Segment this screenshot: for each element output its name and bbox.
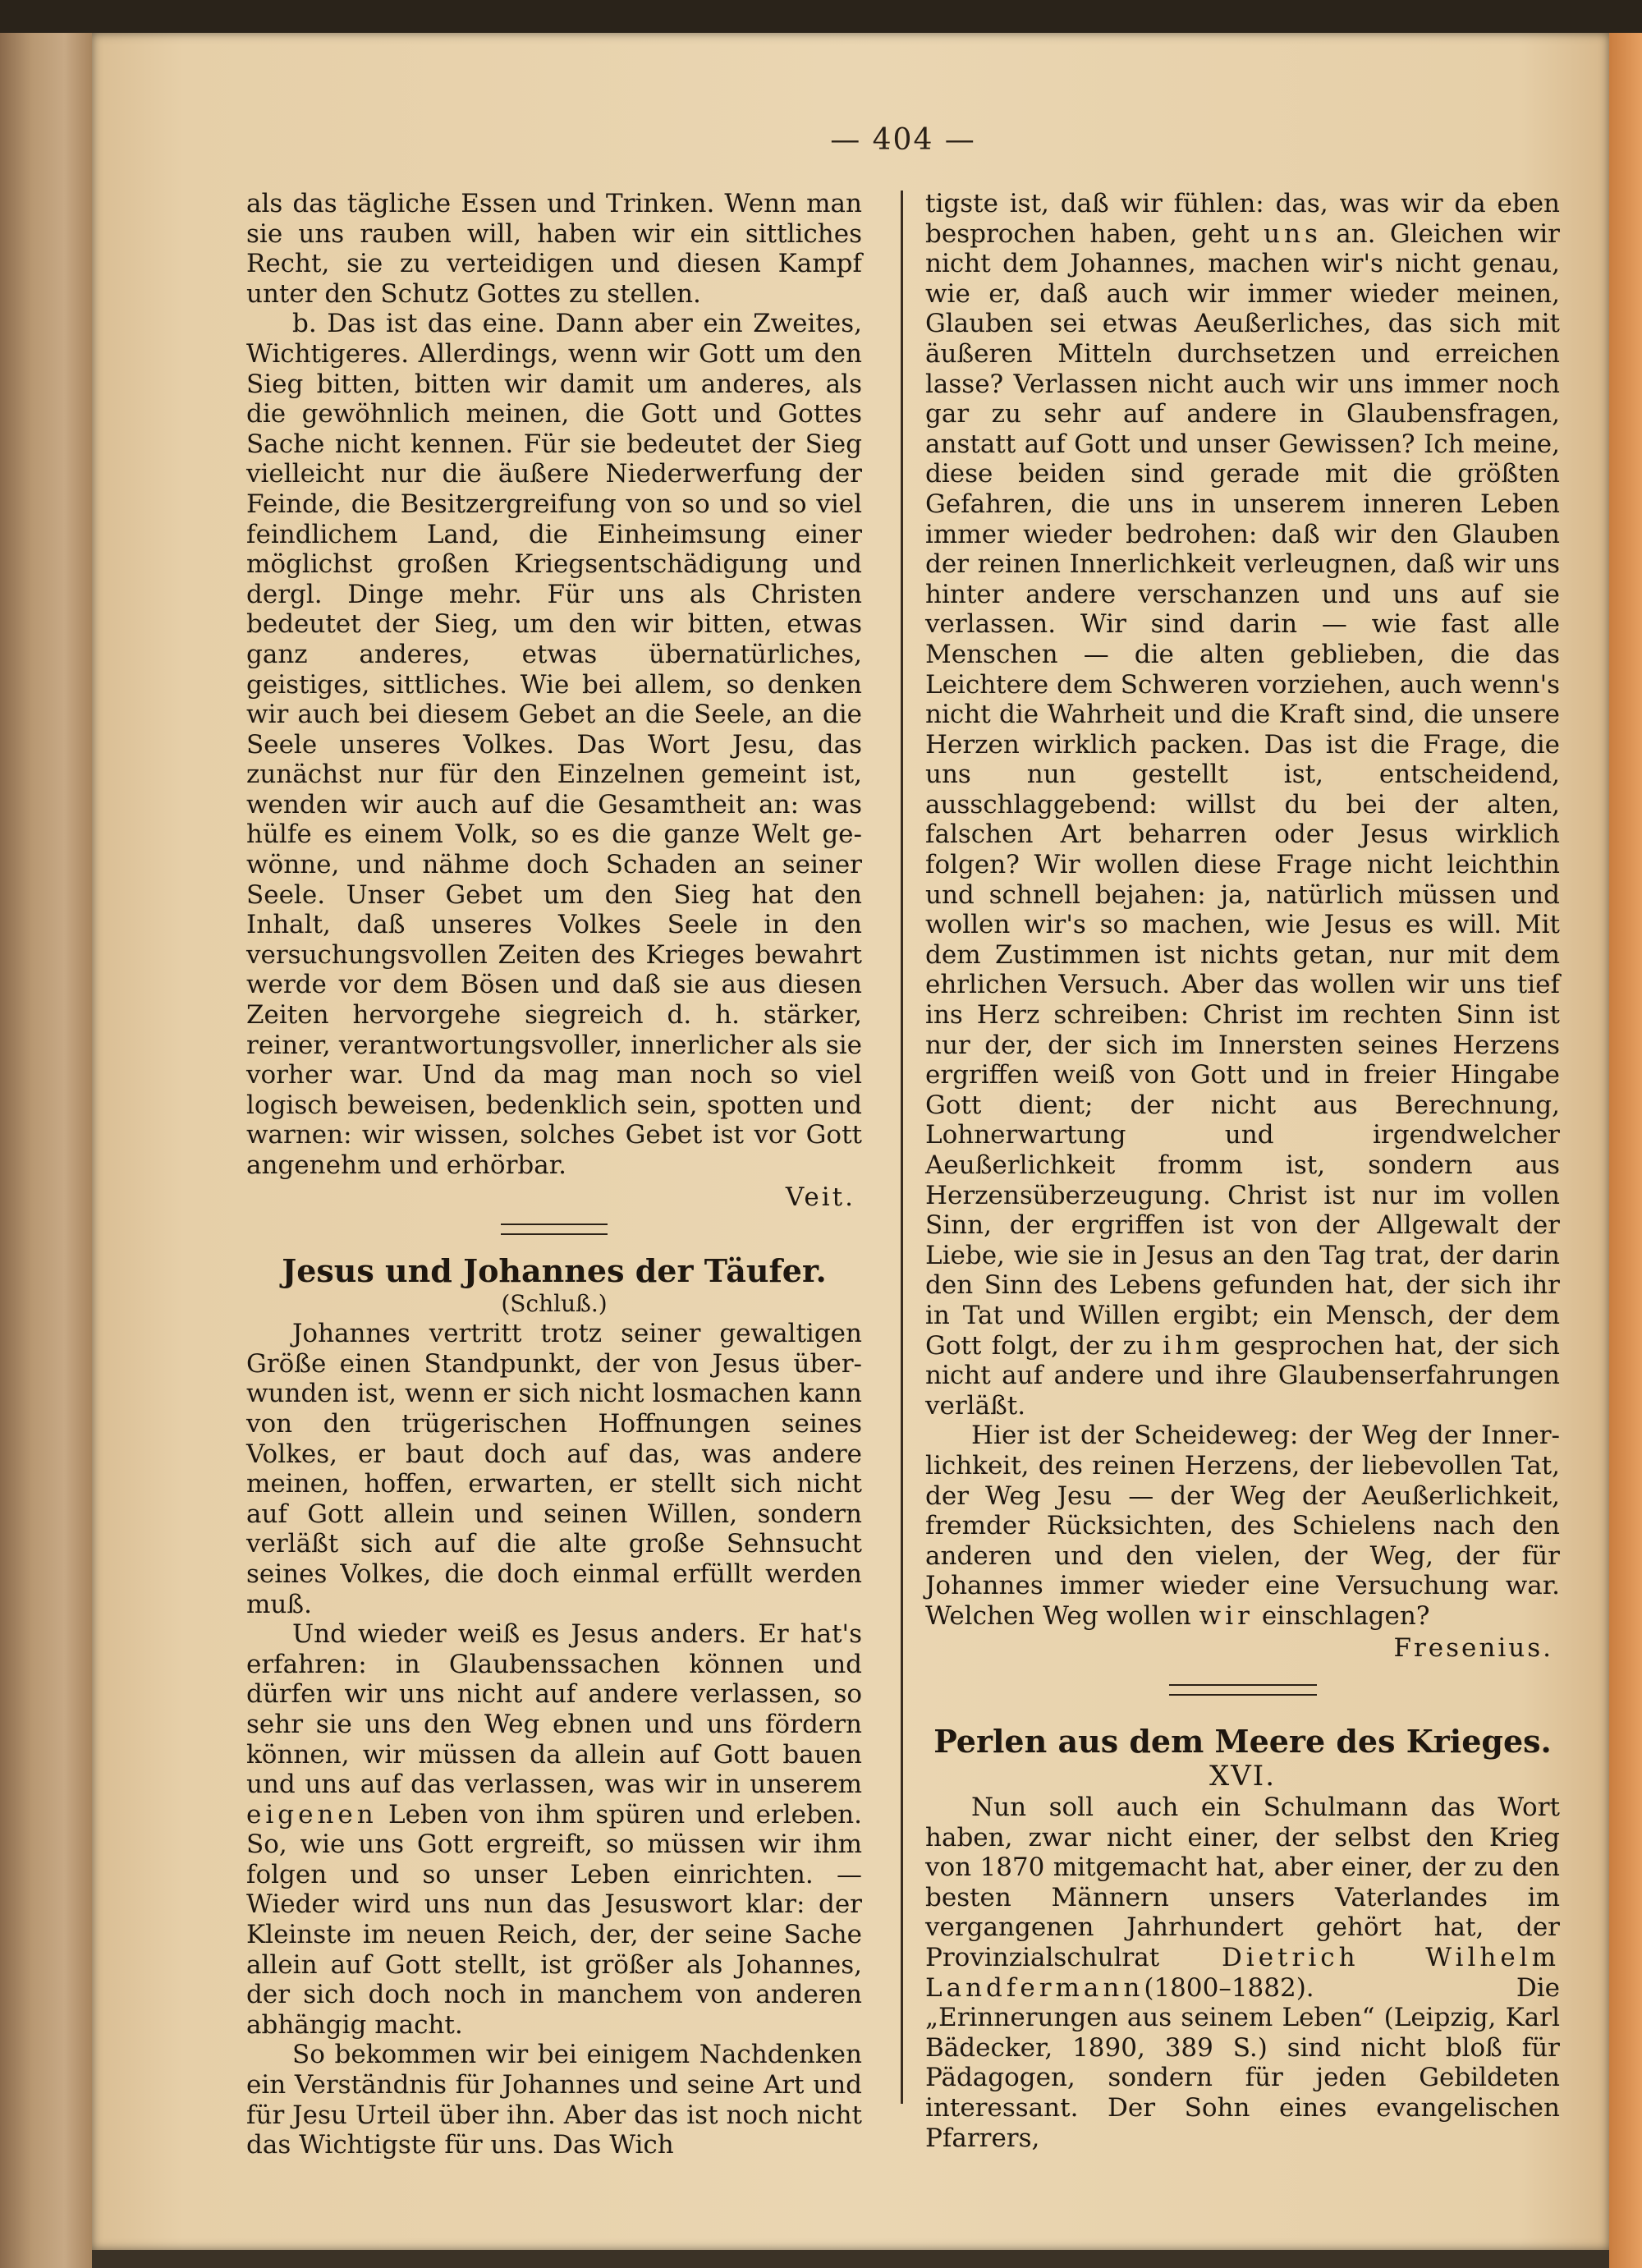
paragraph <box>925 189 1560 1421</box>
paragraph: b. Das ist das eine. Dann aber ein Zweites, Wichtigeres. Allerdings, wenn wir Gott um den Sieg bitten, bitten wir damit um anderes, als die gewöhnlich meinen, die Gott und Gottes Sache nicht kennen. Für sie bedeutet der Sieg vielleicht nur die äußere Niederwerfung der Feinde, die Besitzergreifung von so und so viel feindlichem Land, die Einheimsung einer möglichst großen Kriegsentschädigung und dergl. Dinge mehr. Für uns als Christen bedeutet der Sieg, um den wir bitten, etwas ganz anderes, etwas übernatürliches, geistiges, sittliches. Wie bei allem, so denken wir auch bei diesem Gebet an die Seele, an die Seele unseres Volkes. Das Wort Jesu, das zunächst nur für den Einzelnen gemeint ist, wenden wir auch auf die Gesamtheit an: was hülfe es einem Volk, so es die ganze Welt gewönne, und nähme doch Schaden an seiner Seele. Unser Gebet um den Sieg hat den Inhalt, daß unseres Volkes Seele in den versuchungsvollen Zeiten des Krieges bewahrt werde vor dem Bösen und daß sie aus diesen Zeiten hervorgehe siegreich d. h. stärker, reiner, verantwortungsvoller, innerlicher als sie vorher war. Und da mag man noch so viel logisch beweisen, bedenklich sein, spotten und warnen: wir wissen, solches Gebet ist vor Gott angenehm und erhörbar. <box>246 309 862 1180</box>
left-column <box>246 189 862 2160</box>
scan-right-edge <box>1609 33 1642 2268</box>
text-run: Nun soll auch ein Schulmann das Wort haben, zwar nicht einer, der selbst den Krieg von 1870 mitgemacht hat, aber einer, der zu den besten Männern unsers Vaterlandes im vergangenen Jahrhundert gehört hat, der Provinzialschulrat <box>925 1793 1560 1973</box>
text-run: Hier ist der Scheideweg: der Weg der Innerlichkeit, des reinen Herzens, der liebevollen Tat, der Weg Jesu — der Weg der Aeußerlichkeit, fremder Rücksichten, des Schielens nach den anderen und den vielen, der Weg, der für Johannes immer wieder eine Versuchung war. Welchen Weg wollen <box>925 1421 1560 1631</box>
book-spine <box>0 33 92 2268</box>
emphasized-word: eigenen <box>246 1799 378 1830</box>
column-divider <box>901 191 903 2104</box>
person-name: Dietrich Wilhelm Landfermann <box>925 1943 1560 2003</box>
emphasized-word: uns <box>1264 218 1322 249</box>
scan-top-edge <box>0 0 1642 33</box>
text-run: tigste ist, daß wir fühlen: das, was wir da eben besprochen haben, geht <box>925 189 1560 249</box>
article-subtitle: (Schluß.) <box>501 1290 608 1318</box>
text-run: Leben von ihm spüren und erleben. So, wie uns Gott ergreift, so müssen wir ihm folgen und so unser Leben einrichten. — Wieder wird uns nun das Jesuswort klar: der Kleinste im neuen Reich, der, der seine Sache allein auf Gott stellt, ist größer als Johannes, der sich doch noch in manchem von anderen abhängig macht. <box>246 1799 862 2040</box>
text-run: an. Gleichen wir nicht dem Johannes, machen wir's nicht genau, wie er, daß auch wir immer wieder meinen, Glauben sei etwas Aeußerliches, das sich mit äußeren Mitteln durchsetzen und erreichen lasse? Verlassen nicht auch wir uns immer noch gar zu sehr auf andere in Glaubensfragen, anstatt auf Gott und unser Gewissen? Ich meine, diese beiden sind gerade mit die größten Gefahren, die uns in unserem inneren Leben immer wieder bedrohen: daß wir den Glauben der reinen Innerlichkeit verleugnen, daß wir uns hinter andere verschanzen und uns auf sie verlassen. Wir sind darin — wie fast alle Menschen — die alten geblieben, die das Leichtere dem Schweren vorziehen, auch wenn's nicht die Wahrheit und die Kraft sind, die unsere Herzen wirklich packen. Das ist die Frage, die uns nun gestellt ist, entscheidend, ausschlaggebend: willst du bei der alten, falschen Art beharren oder Jesus wirklich folgen? Wir wollen diese Frage nicht leichthin und schnell bejahen: ja, natürlich müssen und wollen wir's so machen, wie Jesus es will. Mit dem Zustimmen ist nichts getan, nur mit dem ehrlichen Versuch. Aber das wollen wir uns tief ins Herz schreiben: Christ im rechten Sinn ist nur der, der sich im Innersten seines Herzens ergriffen weiß von Gott und in freier Hingabe Gott dient; der nicht aus Berechnung, Lohnerwartung und irgendwelcher Aeußerlichkeit fromm ist, sondern aus Herzensüberzeugung. Christ ist nur im vollen Sinn, der ergriffen ist von der Allgewalt der Liebe, wie sie in Jesus an den Tag trat, der darin den Sinn des Lebens gefunden hat, der sich ihr in Tat und Willen ergibt; ein Mensch, der dem Gott folgt, der zu <box>925 218 1560 1361</box>
emphasized-word: ihm <box>1163 1330 1224 1361</box>
paragraph <box>246 1619 862 2040</box>
text-run: Und wieder weiß es Jesus anders. Er hat's erfahren: in Glaubenssachen können und dürfen wir uns nicht auf andere verlassen, so sehr sie uns den Weg ebnen und uns fördern können, wir müssen da allein auf Gott bauen und uns auf das verlassen, was wir in unserem <box>246 1619 862 1800</box>
section-divider <box>1169 1684 1317 1696</box>
paragraph <box>925 1793 1560 2153</box>
page-number: — 404 — <box>830 123 976 157</box>
right-column <box>925 189 1560 2153</box>
author-signature: Fresenius. <box>1393 1632 1553 1663</box>
article-title: Jesus und Johannes der Täufer. <box>282 1252 827 1290</box>
emphasized-word: wir <box>1199 1600 1254 1631</box>
article-title: Perlen aus dem Meere des Krieges. <box>933 1723 1552 1761</box>
author-signature: Veit. <box>785 1182 855 1212</box>
article-number: XVI. <box>1209 1760 1276 1793</box>
text-run: (1800–1882). Die „Erinnerungen aus seinem Leben“ (Leipzig, Karl Bädecker, 1890, 389 S.) sind nicht bloß für Pädagogen, sondern für jeden Gebildeten interessant. Der Sohn eines evangelischen Pfarrers, <box>925 1972 1560 2153</box>
paragraph: Johannes vertritt trotz seiner gewaltigen Größe einen Standpunkt, der von Jesus überwunden ist, wenn er sich nicht losmachen kann von den trügerischen Hoffnungen seines Volkes, er baut doch auf das, was andere meinen, hoffen, erwarten, er stellt sich nicht auf Gott allein und seinen Willen, sondern verläßt sich auf die alte große Sehnsucht seines Volkes, die doch einmal erfüllt werden muß. <box>246 1319 862 1619</box>
paragraph: als das tägliche Essen und Trinken. Wenn man sie uns rauben will, haben wir ein sittliches Recht, sie zu verteidigen und diesen Kampf unter den Schutz Gottes zu stellen. <box>246 189 862 309</box>
section-divider <box>501 1224 608 1235</box>
paragraph <box>925 1421 1560 1631</box>
paragraph: So bekommen wir bei einigem Nachdenken ein Verständnis für Johannes und seine Art und für Jesu Urteil über ihn. Aber das ist noch nicht das Wichtigste für uns. Das Wich <box>246 2040 862 2160</box>
text-run: einschlagen? <box>1261 1600 1430 1631</box>
text-run: gesprochen hat, der sich nicht auf andere und ihre Glaubenserfahrungen verläßt. <box>925 1330 1560 1421</box>
